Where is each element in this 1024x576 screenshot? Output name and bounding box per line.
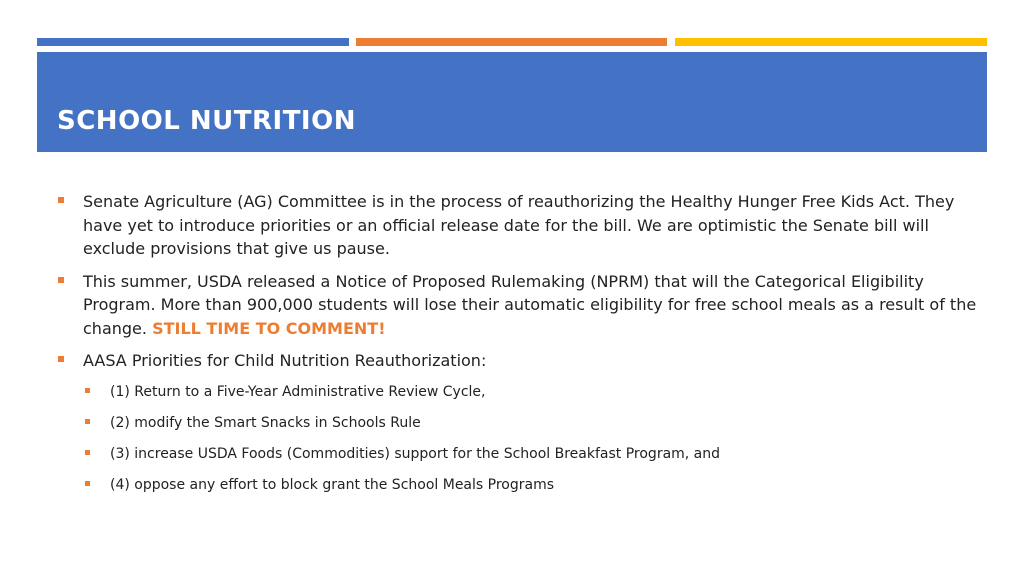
accent-bar-orange — [356, 38, 667, 46]
sub-bullet-text: (3) increase USDA Foods (Commodities) support for the School Breakfast Program, and — [110, 445, 721, 462]
bullet-text: This summer, USDA released a Notice of Proposed Rulemaking (NPRM) that will the Categorical Eligibility Program. More than 900,000 students will lose their automatic eligibility for free school meals as a result of the change. — [83, 271, 977, 338]
sub-bullet-text: (2) modify the Smart Snacks in Schools Rule — [110, 414, 421, 431]
sub-bullet-text: (1) Return to a Five-Year Administrative Review Cycle, — [110, 383, 486, 400]
bullet-text: Senate Agriculture (AG) Committee is in the process of reauthorizing the Healthy Hunger Free Kids Act. They have yet to introduce priorities or an official release date for the bill. We are optimistic the Senate bill will exclude provisions that give us pause. — [83, 192, 955, 258]
slide-content — [56, 190, 986, 506]
bullet-text: AASA Priorities for Child Nutrition Reauthorization: — [83, 351, 487, 370]
bullet-item — [56, 349, 986, 373]
sub-bullet-text: (4) oppose any effort to block grant the School Meals Programs — [110, 476, 555, 493]
sub-bullet-item — [56, 413, 986, 433]
square-bullet-icon — [85, 419, 90, 424]
accent-bar-yellow — [675, 38, 987, 46]
sub-bullet-item — [56, 475, 986, 495]
sub-bullet-item — [56, 444, 986, 464]
sub-bullet-item — [56, 382, 986, 402]
comment-callout: STILL TIME TO COMMENT! — [152, 318, 386, 338]
square-bullet-icon — [58, 197, 64, 203]
bullet-item — [56, 270, 986, 341]
slide-title: SCHOOL NUTRITION — [57, 106, 356, 136]
square-bullet-icon — [58, 356, 64, 362]
square-bullet-icon — [85, 481, 90, 486]
bullet-item — [56, 190, 986, 261]
square-bullet-icon — [85, 388, 90, 393]
accent-bar-blue — [37, 38, 349, 46]
square-bullet-icon — [58, 277, 64, 283]
title-banner — [37, 52, 987, 152]
square-bullet-icon — [85, 450, 90, 455]
